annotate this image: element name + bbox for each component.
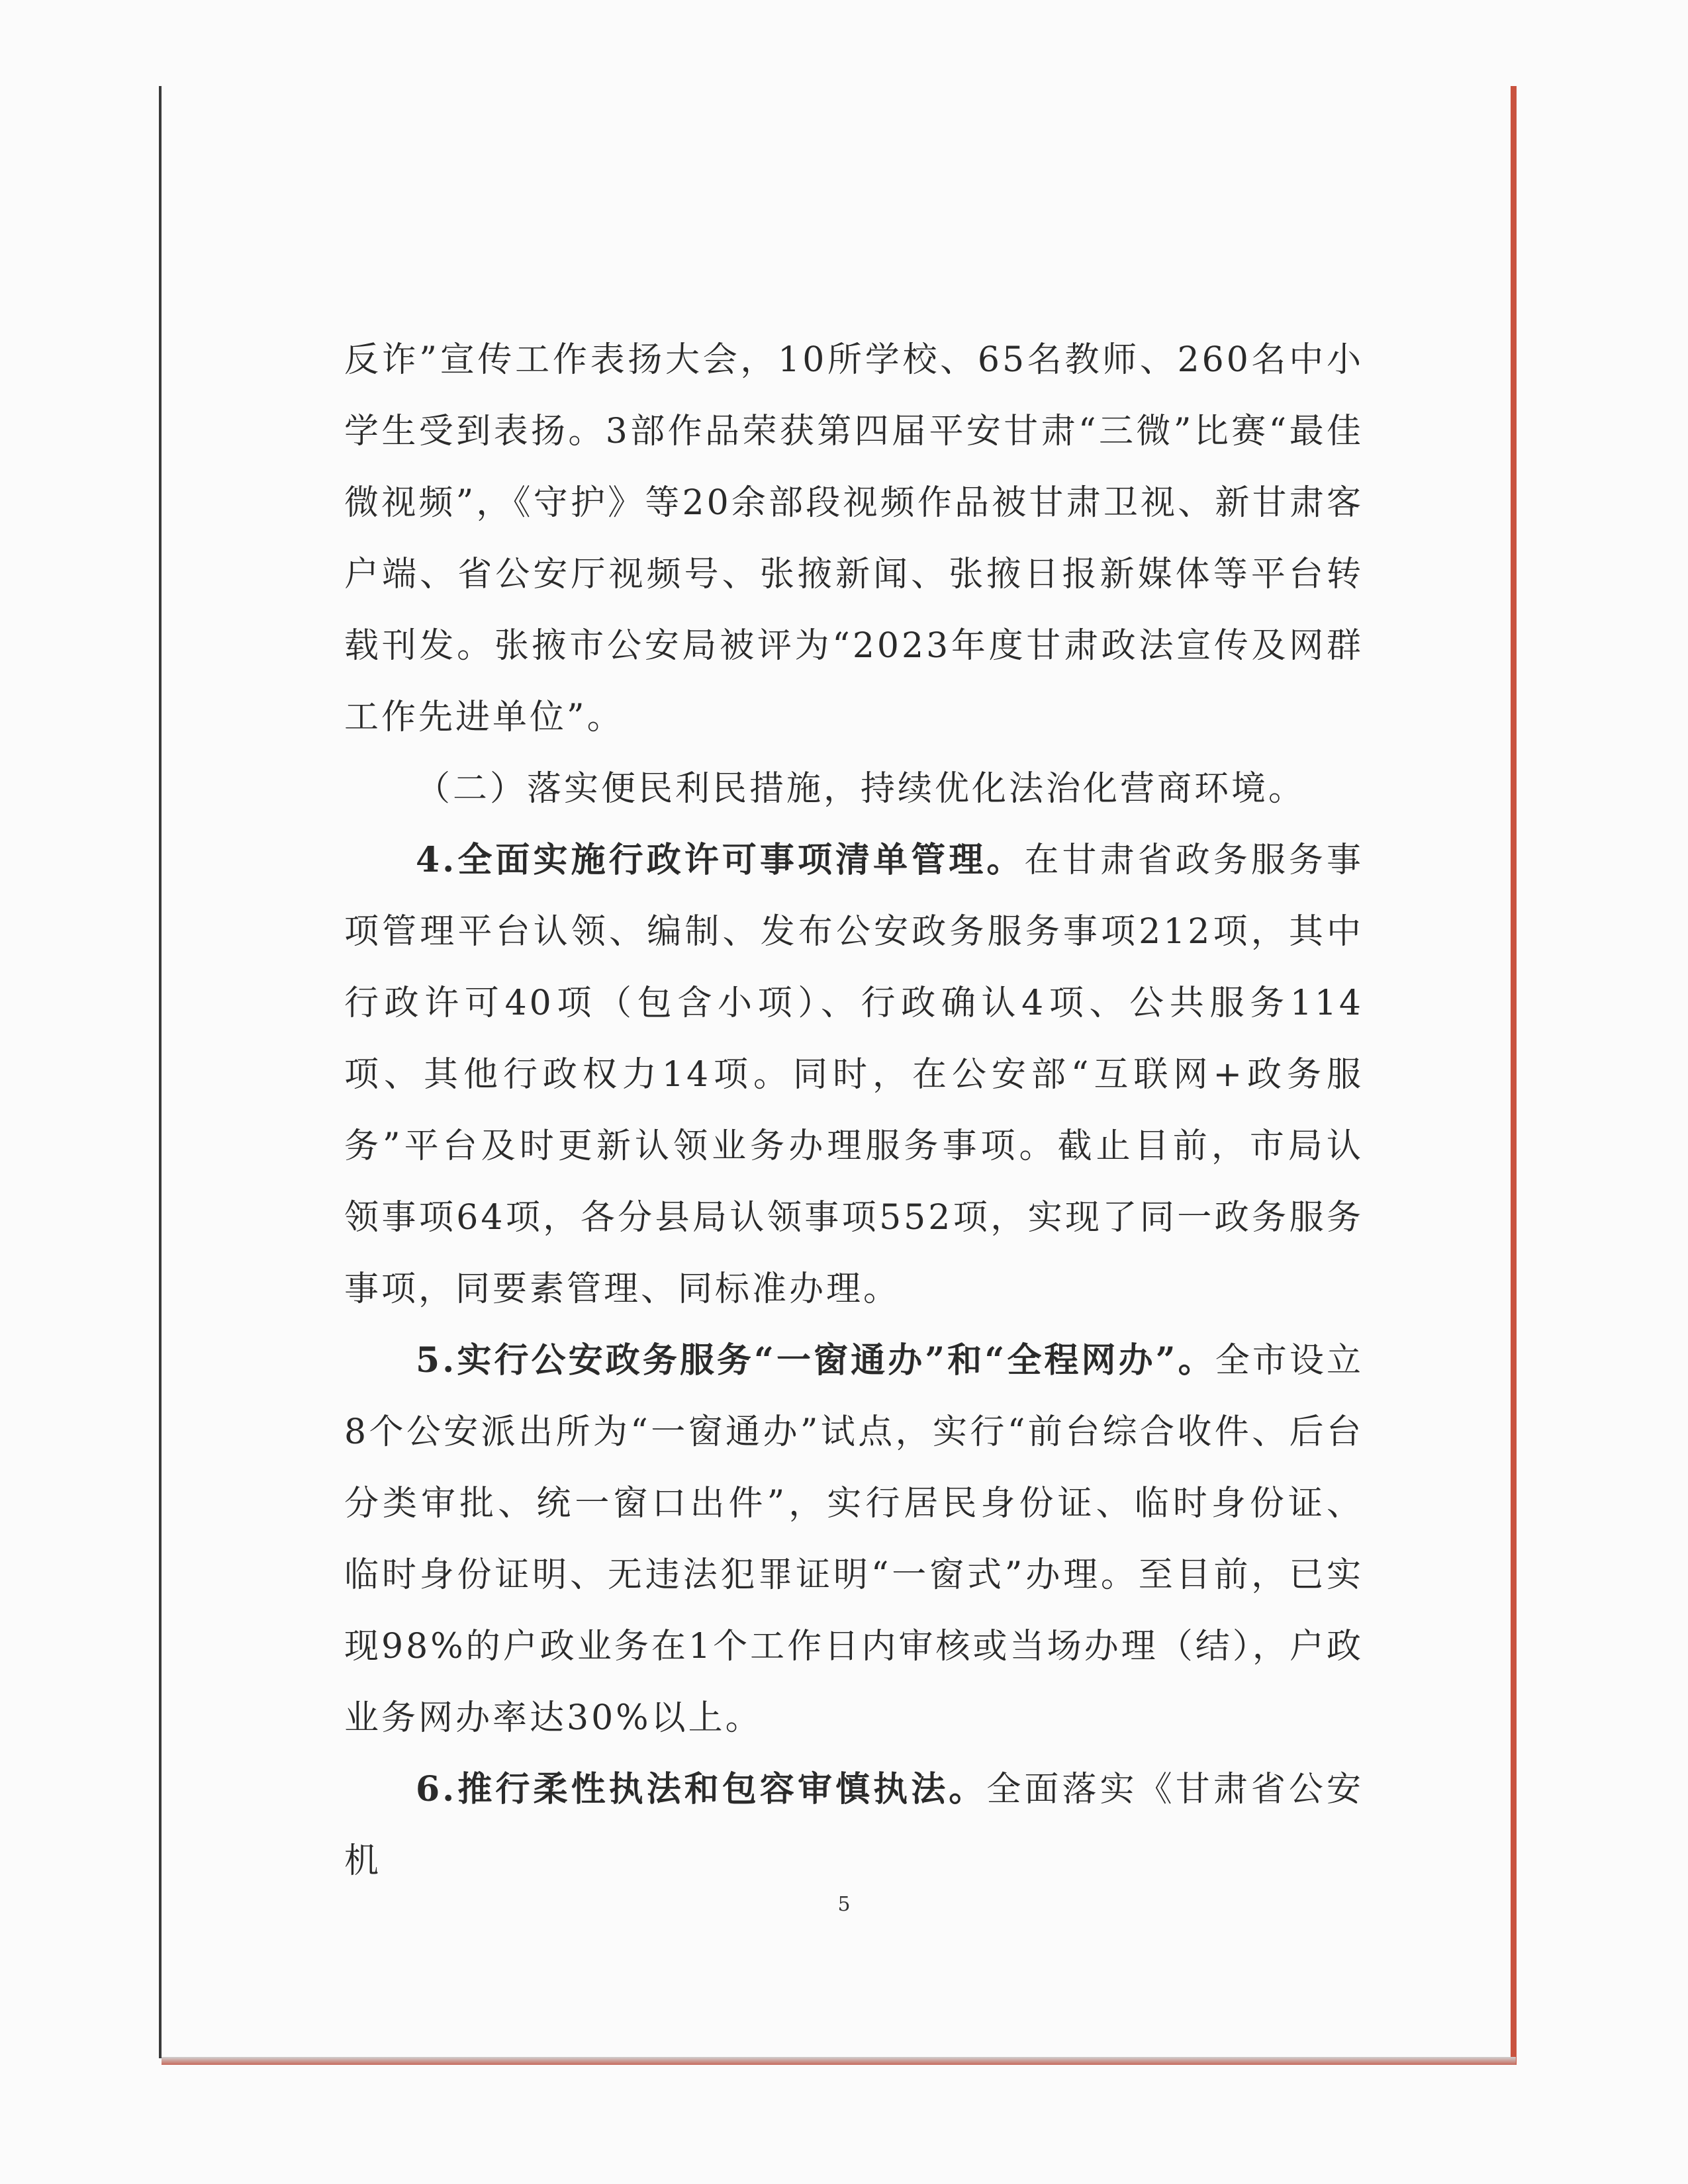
page-edge-bottom [162,2057,1516,2065]
item-heading: 4.全面实施行政许可事项清单管理。 [416,840,1025,880]
item-heading: 5.实行公安政务服务“一窗通办”和“全程网办”。 [416,1340,1215,1381]
page-edge-right [1511,86,1517,2065]
paragraph-text: 反诈”宣传工作表扬大会，10所学校、65名教师、260名中小学生受到表扬。3部作品荣获第四届平安甘肃“三微”比赛“最佳微视频”，《守护》等20余部段视频作品被甘肃卫视、新甘肃客户端、省公安厅视频号、张掖新闻、张掖日报新媒体等平台转载刊发。张掖市公安局被评为“2023年度甘肃政法宣传及网群工作先进单位”。 [344,340,1364,737]
page-edge-left [159,86,162,2058]
page-number: 5 [837,1893,851,1916]
body-text [344,324,1364,1897]
paragraph-item-5 [344,1325,1364,1754]
paragraph-text: 全市设立8个公安派出所为“一窗通办”试点，实行“前台综合收件、后台分类审批、统一窗口出件”，实行居民身份证、临时身份证、临时身份证明、无违法犯罪证明“一窗式”办理。至目前，已实现98%的户政业务在1个工作日内审核或当场办理（结），户政业务网办率达30%以上。 [344,1341,1364,1738]
paragraph-item-6 [344,1754,1364,1897]
section-heading-text: （二）落实便民利民措施，持续优化法治化营商环境。 [416,769,1306,809]
paragraph-continuation [344,324,1364,753]
paragraph-text: 在甘肃省政务服务事项管理平台认领、编制、发布公安政务服务事项212项，其中行政许可40项（包含小项）、行政确认4项、公共服务114项、其他行政权力14项。同时，在公安部“互联网+政务服务”平台及时更新认领业务办理服务事项。截止目前，市局认领事项64项，各分县局认领事项552项，实现了同一政务服务事项，同要素管理、同标准办理。 [344,841,1364,1309]
section-heading [344,753,1364,825]
paragraph-text: 全面落实《甘肃省公安机 [344,1770,1364,1881]
paragraph-item-4 [344,825,1364,1325]
item-heading: 6.推行柔性执法和包容审慎执法。 [416,1769,987,1809]
